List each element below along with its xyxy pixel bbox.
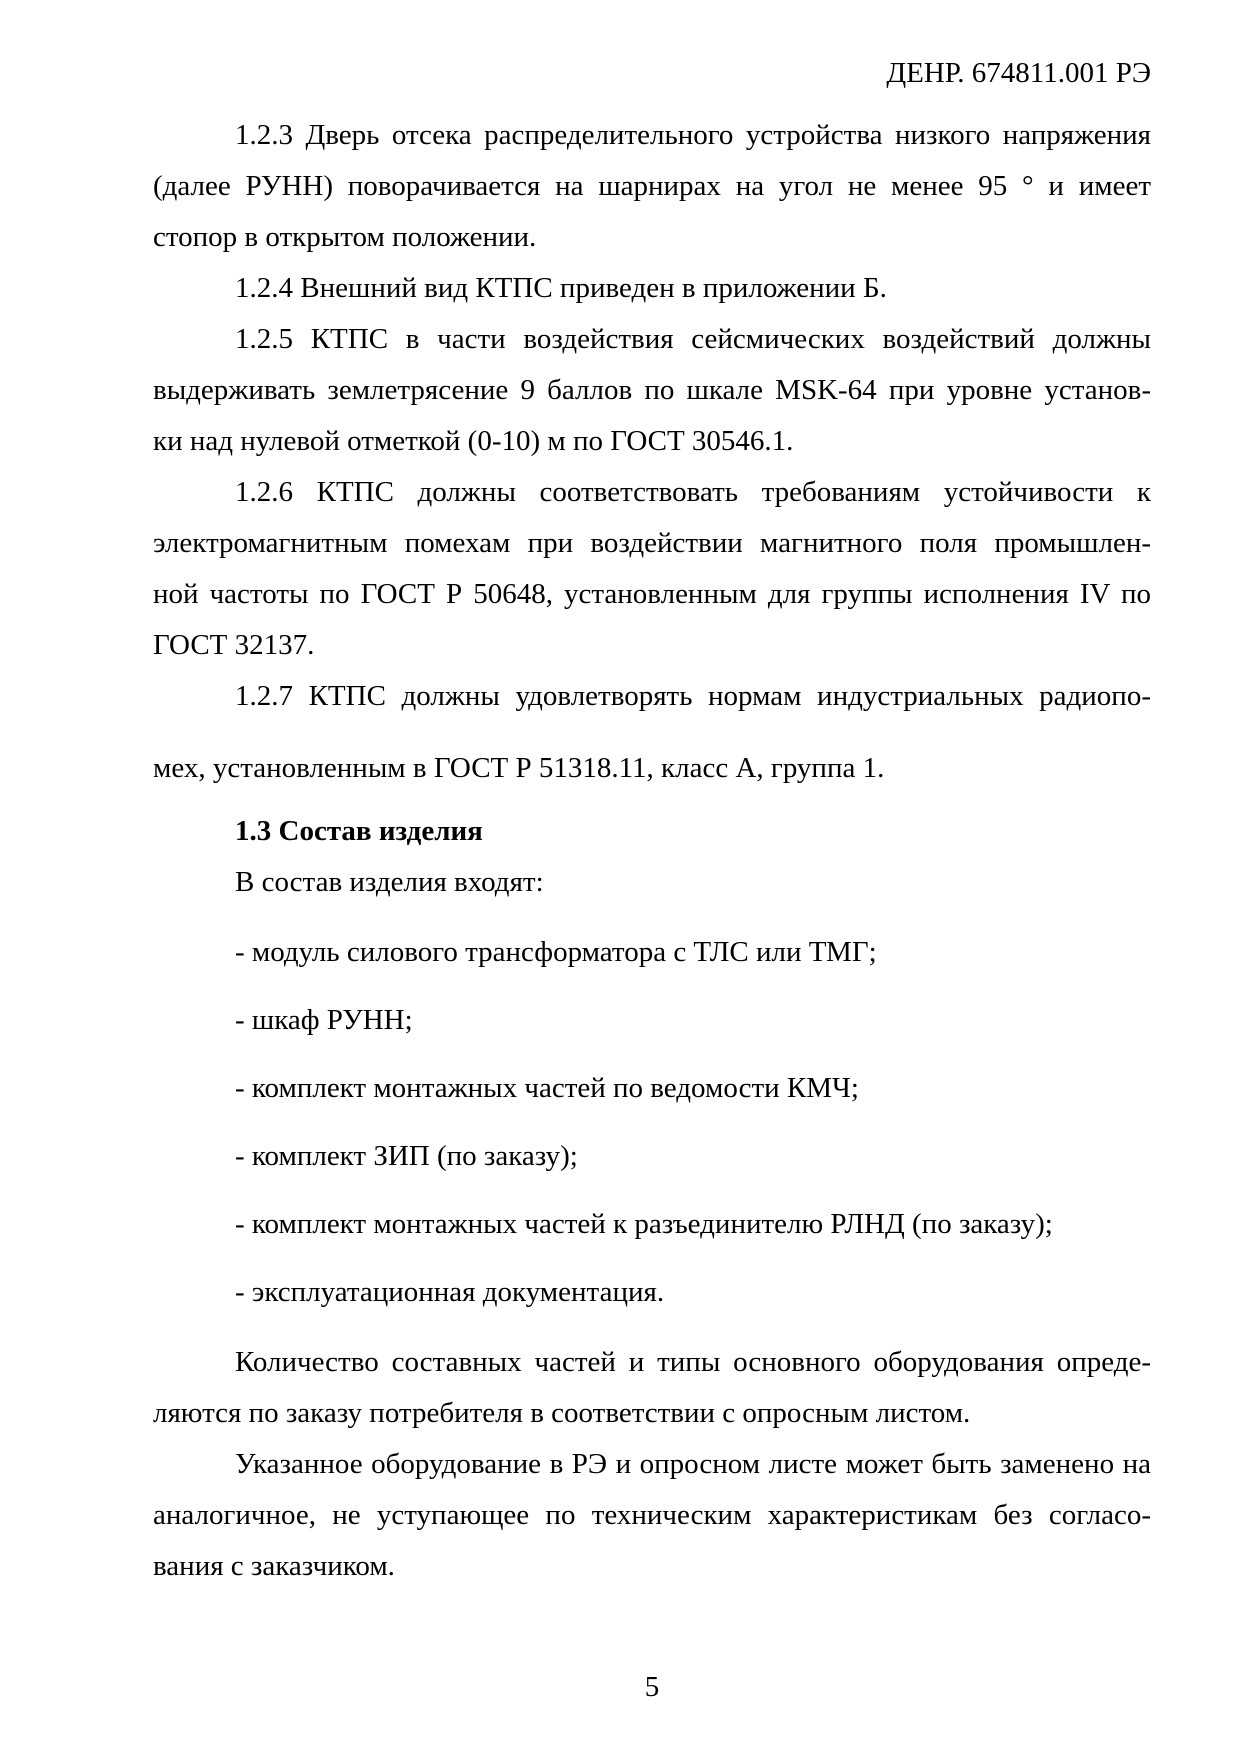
paragraph-1-2-3 bbox=[153, 110, 1151, 263]
paragraph-1-2-5-line: 1.2.5 КТПС в части воздействия сейсмических воздействий должны bbox=[235, 323, 1151, 355]
paragraph-1-2-3-line: (далее РУНН) поворачивается на шарнирах на угол не менее 95 ° и имеет bbox=[153, 170, 1151, 202]
paragraph-replacement-line: аналогичное, не уступающее по техническим характеристикам без согласо- bbox=[153, 1499, 1151, 1531]
section-heading-1-3: 1.3 Состав изделия bbox=[235, 815, 483, 847]
paragraph-1-2-6 bbox=[153, 467, 1151, 671]
paragraph-1-2-7 bbox=[153, 671, 1151, 794]
paragraph-1-2-7-line: 1.2.7 КТПС должны удовлетворять нормам индустриальных радиопо- bbox=[235, 680, 1151, 712]
list-item: - комплект монтажных частей по ведомости КМЧ; bbox=[235, 1072, 859, 1104]
paragraph-quantity-line: ляются по заказу потребителя в соответствии с опросным листом. bbox=[153, 1397, 971, 1429]
paragraph-1-2-6-line: ГОСТ 32137. bbox=[153, 629, 315, 661]
paragraph-1-2-4-line: 1.2.4 Внешний вид КТПС приведен в приложении Б. bbox=[235, 272, 887, 304]
list-item: - эксплуатационная документация. bbox=[235, 1276, 665, 1308]
paragraph-1-2-4 bbox=[153, 263, 1151, 314]
paragraph-1-2-5-line: ки над нулевой отметкой (0-10) м по ГОСТ 30546.1. bbox=[153, 425, 794, 457]
doc-code: ДЕНР. 674811.001 РЭ bbox=[886, 57, 1151, 89]
paragraph-1-2-7-line: мех, установленным в ГОСТ Р 51318.11, класс А, группа 1. bbox=[153, 752, 885, 784]
list-item: - комплект ЗИП (по заказу); bbox=[235, 1140, 578, 1172]
document-text-block bbox=[153, 0, 1151, 1592]
list-item: - шкаф РУНН; bbox=[235, 1004, 413, 1036]
paragraph-replacement-line: Указанное оборудование в РЭ и опросном листе может быть заменено на bbox=[235, 1448, 1151, 1480]
paragraph-1-2-3-line: 1.2.3 Дверь отсека распределительного устройства низкого напряжения bbox=[235, 119, 1151, 151]
paragraph-1-2-5 bbox=[153, 314, 1151, 467]
paragraph-1-2-3-line: стопор в открытом положении. bbox=[153, 221, 537, 253]
page-number: 5 bbox=[644, 1671, 660, 1703]
paragraph-quantity bbox=[153, 1337, 1151, 1439]
paragraph-replacement bbox=[153, 1439, 1151, 1592]
paragraph-1-2-6-line: ной частоты по ГОСТ Р 50648, установленным для группы исполнения IV по bbox=[153, 578, 1151, 610]
paragraph-replacement-line: вания с заказчиком. bbox=[153, 1550, 395, 1582]
list-item: - модуль силового трансформатора с ТЛС или ТМГ; bbox=[235, 936, 877, 968]
composition-list bbox=[153, 927, 1151, 1318]
paragraph-1-2-6-line: электромагнитным помехам при воздействии магнитного поля промышлен- bbox=[153, 527, 1151, 559]
composition-intro-line: В состав изделия входят: bbox=[235, 866, 544, 898]
paragraph-quantity-line: Количество составных частей и типы основного оборудования опреде- bbox=[235, 1346, 1151, 1378]
list-item: - комплект монтажных частей к разъединителю РЛНД (по заказу); bbox=[235, 1208, 1053, 1240]
paragraph-1-2-5-line: выдерживать землетрясение 9 баллов по шкале MSK-64 при уровне установ- bbox=[153, 374, 1151, 406]
paragraph-1-2-6-line: 1.2.6 КТПС должны соответствовать требованиям устойчивости к bbox=[235, 476, 1151, 508]
